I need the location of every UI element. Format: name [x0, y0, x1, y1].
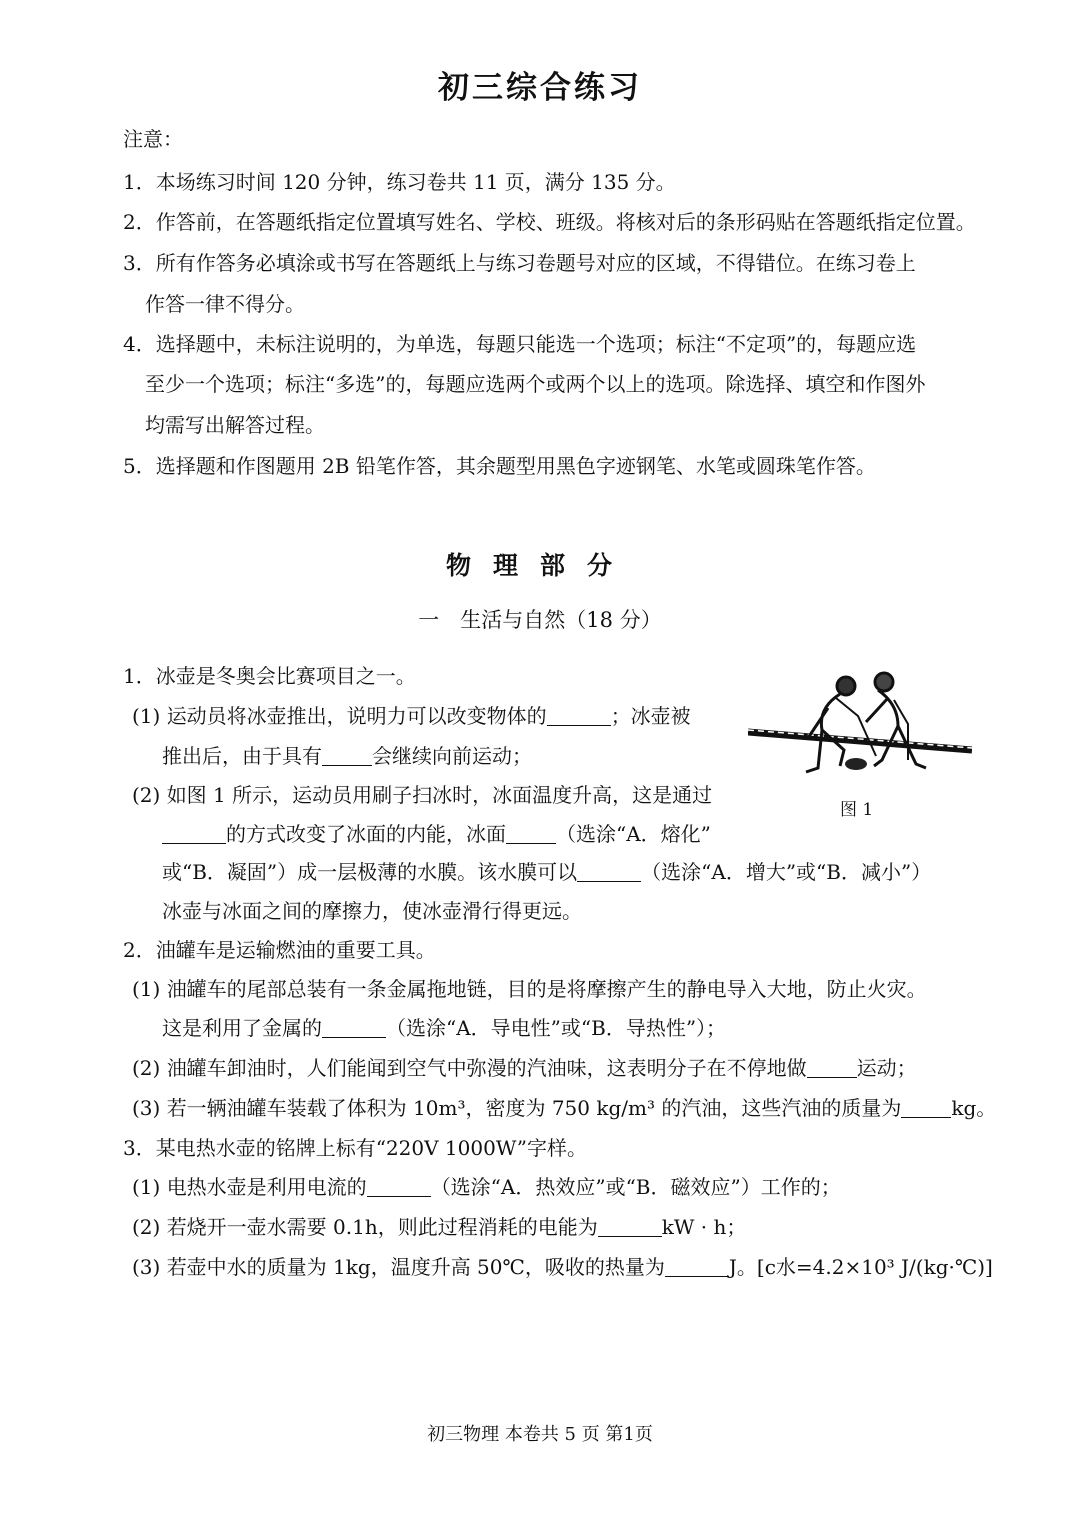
answer-blank[interactable]: [598, 1216, 662, 1237]
question-1-stem: 1．冰壶是冬奥会比赛项目之一。: [123, 664, 416, 688]
answer-blank[interactable]: [547, 705, 611, 726]
notice-item: 作答一律不得分。: [145, 292, 305, 316]
notice-item: 3．所有作答务必填涂或书写在答题纸上与练习卷题号对应的区域，不得错位。在练习卷上: [123, 251, 916, 275]
question-3-part-1: (1) 电热水壶是利用电流的 （选涂“A．热效应”或“B．磁效应”）工作的；: [132, 1175, 841, 1199]
answer-blank[interactable]: [162, 823, 226, 844]
question-1-part-2-cont: 的方式改变了冰面的内能，冰面 （选涂“A．熔化”: [162, 820, 711, 848]
section-heading: 物理部分: [445, 551, 634, 580]
notice-item: 至少一个选项；标注“多选”的，每题应选两个或两个以上的选项。除选择、填空和作图外: [145, 372, 926, 396]
notice-item: 2．作答前，在答题纸指定位置填写姓名、学校、班级。将核对后的条形码贴在答题纸指定位置。: [123, 210, 976, 234]
question-1-part-1-cont: 推出后，由于具有 会继续向前运动；: [162, 744, 532, 768]
notice-item: 均需写出解答过程。: [145, 413, 325, 437]
answer-blank[interactable]: [506, 823, 556, 844]
question-3-part-2: (2) 若烧开一壶水需要 0.1h，则此过程消耗的电能为 kW · h；: [132, 1215, 747, 1239]
question-2-part-1: (1) 油罐车的尾部总装有一条金属拖地链，目的是将摩擦产生的静电导入大地，防止火灾。: [132, 977, 927, 1001]
notice-heading: 注意：: [123, 127, 183, 151]
page-title: 初三综合练习: [438, 70, 642, 106]
figure-caption: 图 1: [840, 800, 874, 820]
question-2-part-2: (2) 油罐车卸油时，人们能闻到空气中弥漫的汽油味，这表明分子在不停地做 运动；: [132, 1056, 917, 1080]
subsection-heading: 一 生活与自然（18 分）: [418, 608, 662, 632]
answer-blank[interactable]: [665, 1256, 729, 1277]
page-footer: 初三物理 本卷共 5 页 第1页: [427, 1424, 653, 1445]
question-2-part-1-cont: 这是利用了金属的 （选涂“A．导电性”或“B．导热性”）；: [162, 1016, 727, 1040]
question-1-part-2-cont: 冰壶与冰面之间的摩擦力，使冰壶滑行得更远。: [162, 899, 582, 923]
answer-blank[interactable]: [322, 745, 372, 766]
answer-blank[interactable]: [807, 1057, 857, 1078]
notice-item: 5．选择题和作图题用 2B 铅笔作答，其余题型用黑色字迹钢笔、水笔或圆珠笔作答。: [123, 454, 876, 478]
athlete-left-icon: [806, 677, 876, 772]
question-2-stem: 2．油罐车是运输燃油的重要工具。: [123, 938, 436, 962]
answer-blank[interactable]: [322, 1017, 386, 1038]
curling-figure: [748, 668, 972, 786]
question-1-part-2: (2) 如图 1 所示，运动员用刷子扫冰时，冰面温度升高，这是通过: [132, 783, 713, 807]
answer-blank[interactable]: [577, 861, 641, 882]
question-3-part-3: (3) 若壶中水的质量为 1kg，温度升高 50℃，吸收的热量为 J。[c水=4.2×10³ J/(kg·℃)]: [132, 1255, 993, 1279]
answer-blank[interactable]: [367, 1176, 431, 1197]
question-3-stem: 3．某电热水壶的铭牌上标有“220V 1000W”字样。: [123, 1136, 587, 1160]
curling-stone-icon: [845, 758, 867, 770]
notice-item: 4．选择题中，未标注说明的，为单选，每题只能选一个选项；标注“不定项”的，每题应选: [123, 332, 917, 356]
question-2-part-3: (3) 若一辆油罐车装载了体积为 10m³，密度为 750 kg/m³ 的汽油，这些汽油的质量为 kg。: [132, 1096, 997, 1120]
question-1-part-2-cont: 或“B．凝固”）成一层极薄的水膜。该水膜可以 （选涂“A．增大”或“B．减小”）: [162, 860, 932, 884]
question-1-part-1: (1) 运动员将冰壶推出，说明力可以改变物体的 ；冰壶被: [132, 704, 691, 728]
notice-item: 1．本场练习时间 120 分钟，练习卷共 11 页，满分 135 分。: [123, 170, 676, 194]
answer-blank[interactable]: [901, 1097, 951, 1118]
